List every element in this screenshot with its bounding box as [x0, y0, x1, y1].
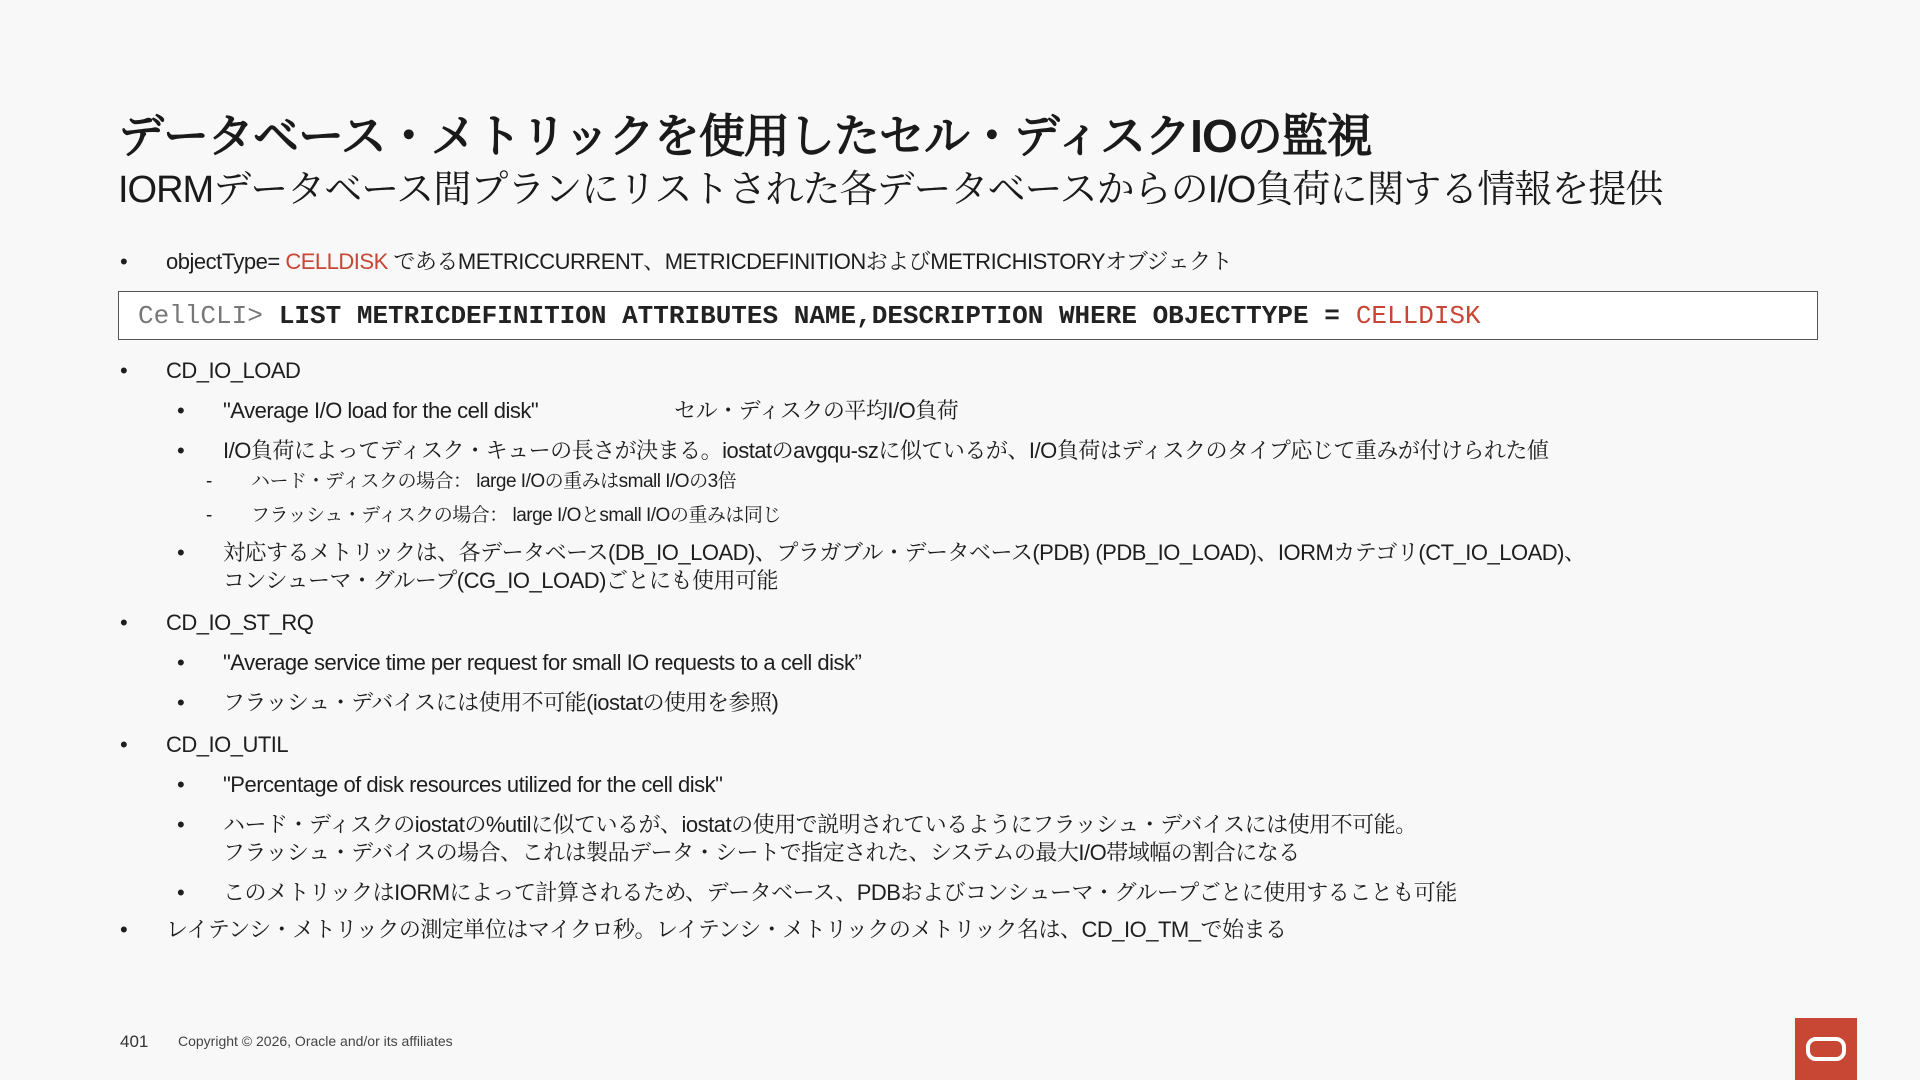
- bullet-text: このメトリックはIORMによって計算されるため、データベース、PDBおよびコンシューマ・グループごとに使用することも可能: [223, 880, 1457, 905]
- bullet-cd-io-load-description: [118, 397, 1818, 425]
- bullet-mark: •: [120, 610, 128, 635]
- dash-mark: -: [206, 471, 212, 492]
- bullet-intro: [118, 248, 1818, 276]
- bullet-text-line1: 対応するメトリックは、各データベース(DB_IO_LOAD)、プラガブル・データベース(PDB) (PDB_IO_LOAD)、IORMカテゴリ(CT_IO_LOAD)、: [223, 540, 1586, 565]
- bullet-cd-io-load: [118, 357, 1818, 385]
- bullet-cd-io-util-description: [118, 771, 1818, 799]
- bullet-mark: •: [120, 358, 128, 383]
- intro-prefix: objectType=: [166, 249, 286, 274]
- copyright: Copyright © 2026, Oracle and/or its affiliates: [178, 1033, 453, 1049]
- bullet-text: CD_IO_UTIL: [166, 732, 289, 757]
- bullet-mark: •: [177, 880, 185, 905]
- bullet-mark: •: [120, 732, 128, 757]
- bullet-mark: •: [177, 690, 185, 715]
- bullet-mark: •: [177, 650, 185, 675]
- sub-bullet-hard-disk: [118, 469, 1818, 495]
- bullet-mark: •: [177, 772, 185, 797]
- dash-mark: -: [206, 505, 212, 526]
- oracle-ring-shape: [1806, 1037, 1846, 1061]
- bullet-text-line2: コンシューマ・グループ(CG_IO_LOAD)ごとにも使用可能: [223, 568, 779, 593]
- slide-title: データベース・メトリックを使用したセル・ディスクIOの監視: [118, 110, 1372, 162]
- code-command: LIST METRICDEFINITION ATTRIBUTES NAME,DESCRIPTION WHERE OBJECTTYPE =: [278, 300, 1340, 331]
- bullet-mark: •: [120, 249, 128, 274]
- bullet-text: CD_IO_LOAD: [166, 358, 301, 383]
- bullet-cd-io-st-rq: [118, 609, 1818, 637]
- bullet-io-load-explanation: [118, 437, 1818, 465]
- bullet-text: I/O負荷によってディスク・キューの長さが決まる。iostatのavgqu-szに似ているが、I/O負荷はディスクのタイプ応じて重みが付けられた値: [223, 438, 1549, 463]
- page-number: 401: [120, 1032, 149, 1051]
- bullet-text: フラッシュ・デバイスには使用不可能(iostatの使用を参照): [223, 690, 779, 715]
- bullet-related-metrics: [118, 539, 1818, 595]
- bullet-mark: •: [120, 917, 128, 942]
- bullet-text-line1: ハード・ディスクのiostatの%utilに似ているが、iostatの使用で説明されているようにフラッシュ・デバイスには使用不可能。: [223, 812, 1417, 837]
- bullet-mark: •: [177, 812, 185, 837]
- sub-bullet-flash-disk: [118, 503, 1818, 529]
- bullet-text: ハード・ディスクの場合： large I/Oの重みはsmall I/Oの3倍: [251, 471, 737, 492]
- oracle-logo-icon: [1795, 1018, 1857, 1080]
- slide-subtitle: IORMデータベース間プランにリストされた各データベースからのI/O負荷に関する情報を提供: [118, 169, 1663, 211]
- bullet-text: フラッシュ・ディスクの場合： large I/Oとsmall I/Oの重みは同じ: [251, 505, 781, 526]
- bullet-cd-io-util: [118, 731, 1818, 759]
- bullet-mark: •: [177, 398, 185, 423]
- code-value: CELLDISK: [1355, 300, 1481, 331]
- code-box: [118, 291, 1818, 340]
- description-quote: "Average I/O load for the cell disk": [223, 398, 539, 423]
- bullet-latency: [118, 916, 1818, 944]
- bullet-text: "Average service time per request for small IO requests to a cell disk”: [223, 650, 862, 675]
- bullet-text: "Percentage of disk resources utilized for the cell disk": [223, 772, 723, 797]
- bullet-cd-io-st-rq-description: [118, 649, 1818, 677]
- bullet-flash-unavailable: [118, 689, 1818, 717]
- bullet-text: レイテンシ・メトリックの測定単位はマイクロ秒。レイテンシ・メトリックのメトリック名は、CD_IO_TM_で始まる: [166, 917, 1287, 942]
- intro-suffix: であるMETRICCURRENT、METRICDEFINITIONおよびMETRICHISTORYオブジェクト: [387, 249, 1233, 274]
- bullet-mark: •: [177, 540, 185, 565]
- intro-highlight: CELLDISK: [285, 249, 388, 274]
- bullet-text-line2: フラッシュ・デバイスの場合、これは製品データ・シートで指定された、システムの最大I/O帯域幅の割合になる: [223, 840, 1300, 865]
- description-japanese: セル・ディスクの平均I/O負荷: [674, 398, 959, 423]
- bullet-iorm-computed: [118, 879, 1818, 907]
- slide-content: [118, 248, 1818, 944]
- bullet-mark: •: [177, 438, 185, 463]
- bullet-util-explanation: [118, 811, 1818, 867]
- bullet-text: CD_IO_ST_RQ: [166, 610, 314, 635]
- code-prompt: CellCLI>: [138, 300, 263, 331]
